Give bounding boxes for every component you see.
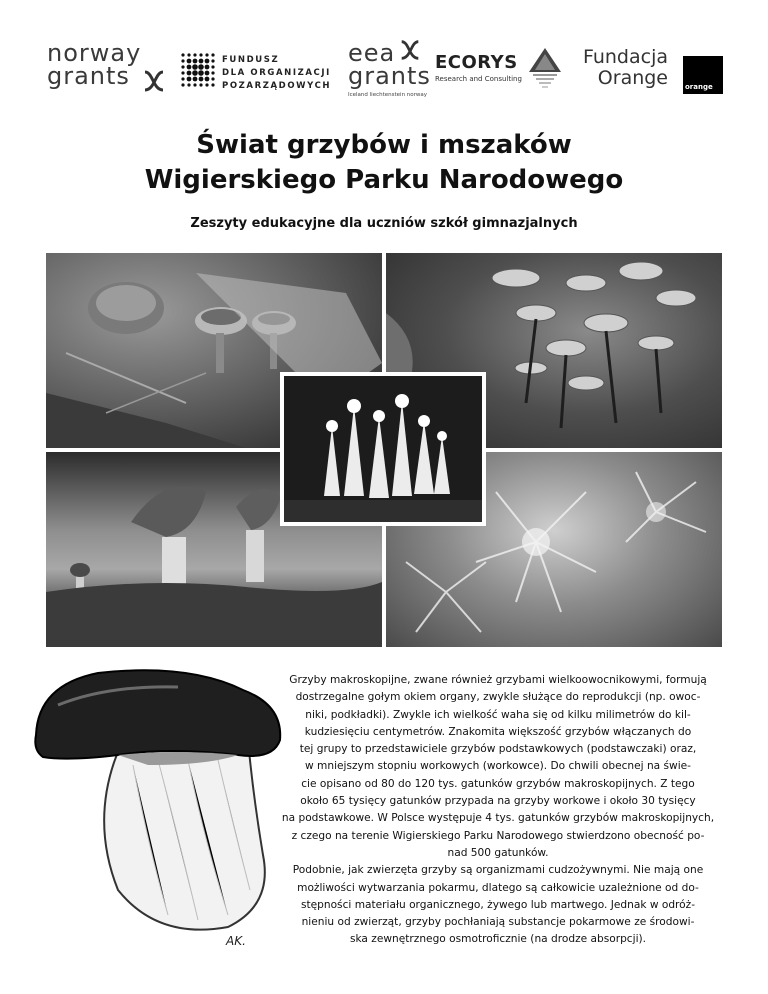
boletus-illustration xyxy=(28,665,298,955)
fundusz-line2: DLA ORGANIZACJI xyxy=(222,68,331,78)
text-line: na podstawkowe. W Polsce występuje 4 tys. gatunków grzybów makroskopijnych, xyxy=(281,812,715,825)
fundusz-line3: POZARZĄDOWYCH xyxy=(222,81,332,91)
text-line: około 65 tysięcy gatunków przypada na grzyby workowe i około 30 tysięcy xyxy=(300,795,696,808)
text-line: niki, podkładki). Zwykle ich wielkość waha się od kilku milimetrów do kil- xyxy=(305,708,691,721)
title-line1: Świat grzybów i mszaków xyxy=(196,130,572,160)
photo-coral-fungus xyxy=(280,372,486,526)
text-line: Podobnie, jak zwierzęta grzyby są organizmami cudzożywnymi. Nie mają one xyxy=(292,864,704,877)
title-line2: Wigierskiego Parku Narodowego xyxy=(144,165,624,195)
intro-text xyxy=(268,672,728,949)
norway-grants-logo xyxy=(47,39,162,97)
orange-logo-label: orange xyxy=(685,83,713,91)
norway-grants-symbol-icon xyxy=(141,68,167,94)
norway-grants-line2: grants xyxy=(47,62,130,90)
ecorys-sub: Research and Consulting xyxy=(435,75,522,83)
text-line: z czego na terenie Wigierskiego Parku Narodowego stwierdzono obecność po- xyxy=(291,829,705,842)
ecorys-logo xyxy=(435,52,565,92)
text-line: Grzyby makroskopijne, zwane również grzybami wielkoowocnikowymi, formują xyxy=(289,674,707,686)
text-line: dostrzegalne gołym okiem organy, zwykle służące do reprodukcji (np. owoc- xyxy=(295,691,701,704)
eea-grants-line1: eea xyxy=(348,39,396,67)
text-line: ska zewnętrznego osmotroficznie (na drodze absorpcji). xyxy=(349,933,647,946)
eea-grants-symbol-icon xyxy=(398,38,422,62)
eea-grants-line2: grants xyxy=(348,62,431,90)
eea-grants-sub: Iceland liechtenstein norway xyxy=(348,92,428,98)
text-line: cie opisano od 80 do 120 tys. gatunków grzybów makroskopijnych. Z tego xyxy=(301,777,695,790)
partner-logos xyxy=(0,0,768,115)
text-line: nad 500 gatunków. xyxy=(447,846,549,859)
text-line: nieniu od zwierząt, grzyby pochłaniają substancje pokarmowe ze środowi- xyxy=(301,916,695,929)
text-line: kudziesięciu centymetrów. Znakomita większość grzybów włączanych do xyxy=(304,725,692,738)
fundacja-orange-line2: Orange xyxy=(597,67,668,89)
text-line: możliwości wytwarzania pokarmu, dlatego są całkowicie uzależnione od do- xyxy=(297,881,699,894)
page-title xyxy=(0,128,768,198)
dot-grid-icon xyxy=(180,52,216,88)
fundusz-logo xyxy=(180,52,340,92)
fundacja-orange-logo xyxy=(568,47,668,97)
page-subtitle: Zeszyty edukacyjne dla uczniów szkół gimnazjalnych xyxy=(190,216,578,231)
ecorys-name: ECORYS xyxy=(435,52,518,73)
fundacja-orange-line1: Fundacja xyxy=(582,46,668,68)
ecorys-pyramid-icon xyxy=(527,46,563,90)
text-line: tej grupy to przedstawiciele grzybów podstawkowych (podstawczaki) oraz, xyxy=(299,743,697,756)
eea-grants-logo xyxy=(348,39,438,110)
fundusz-line1: FUNDUSZ xyxy=(222,55,280,65)
orange-logo xyxy=(683,56,723,94)
norway-grants-line1: norway xyxy=(47,39,142,67)
illustration-signature: AK. xyxy=(226,934,246,948)
text-line: stępności materiału organicznego, żywego lub martwego. Jednak w odróż- xyxy=(300,898,696,911)
text-line: w mniejszym stopniu workowych (workowce). Do chwili obecnej na świe- xyxy=(305,760,691,773)
